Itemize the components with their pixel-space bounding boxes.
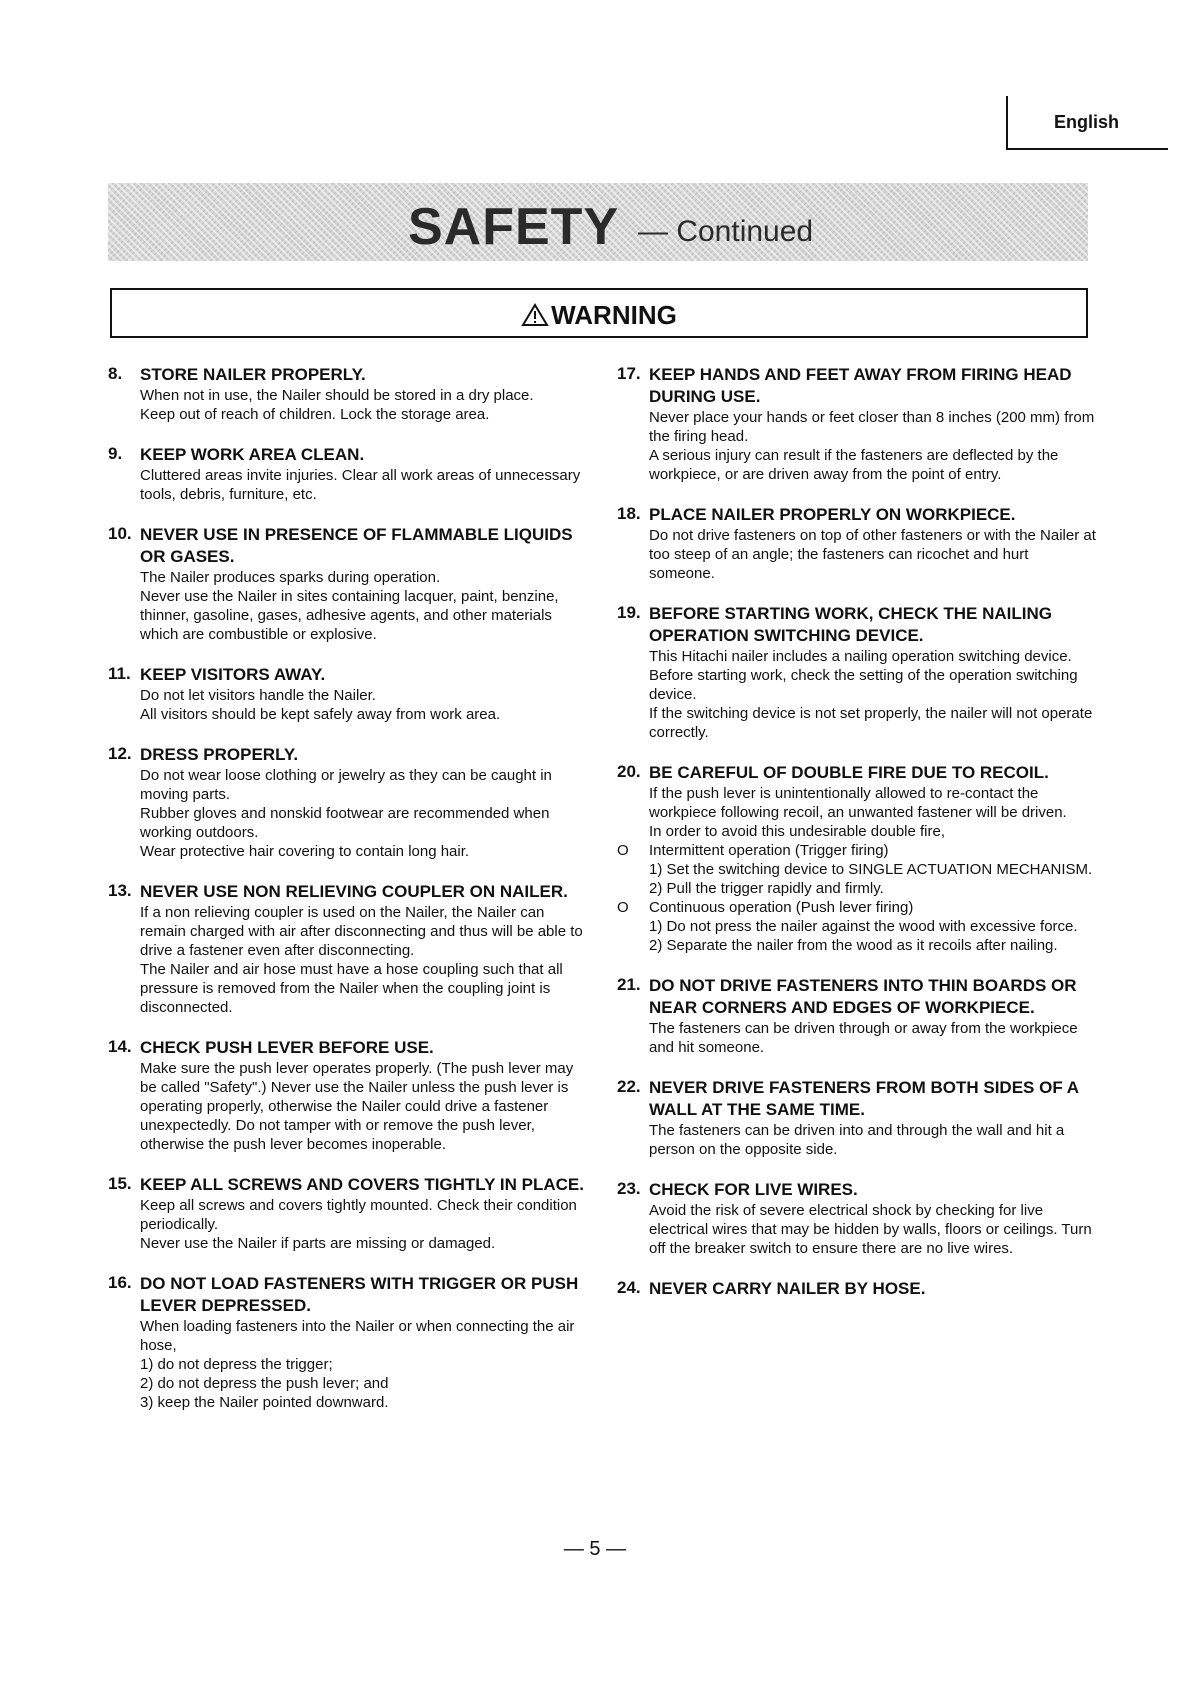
item-number: 16. — [108, 1273, 132, 1292]
item-text: Before starting work, check the setting of the operation switching device. — [649, 667, 1078, 703]
item-body — [649, 1201, 1097, 1258]
item-text: When loading fasteners into the Nailer or when connecting the air hose, — [140, 1318, 575, 1354]
item-text: Keep all screws and covers tightly mounted. Check their condition periodically. — [140, 1197, 577, 1233]
item-heading: NEVER USE IN PRESENCE OF FLAMMABLE LIQUIDS OR GASES. — [140, 525, 573, 566]
item-14 — [108, 1037, 588, 1154]
item-heading: KEEP ALL SCREWS AND COVERS TIGHTLY IN PLACE. — [140, 1175, 584, 1194]
option-label: Intermittent operation (Trigger firing) — [649, 842, 889, 859]
item-17 — [617, 364, 1097, 484]
item-text: If the switching device is not set properly, the nailer will not operate correctly. — [649, 705, 1093, 741]
circle-bullet-icon: O — [617, 899, 629, 916]
item-heading: NEVER CARRY NAILER BY HOSE. — [649, 1279, 926, 1298]
item-number: 22. — [617, 1077, 641, 1096]
language-tab — [1006, 96, 1168, 150]
item-heading: KEEP WORK AREA CLEAN. — [140, 445, 365, 464]
item-body — [140, 466, 588, 504]
item-heading: DO NOT DRIVE FASTENERS INTO THIN BOARDS OR NEAR CORNERS AND EDGES OF WORKPIECE. — [649, 976, 1077, 1017]
item-heading: BEFORE STARTING WORK, CHECK THE NAILING OPERATION SWITCHING DEVICE. — [649, 604, 1052, 645]
item-21 — [617, 975, 1097, 1057]
item-number: 14. — [108, 1037, 132, 1056]
warning-triangle-icon — [521, 303, 549, 327]
item-number: 15. — [108, 1174, 132, 1193]
circle-bullet-icon: O — [617, 842, 629, 859]
item-number: 11. — [108, 664, 131, 683]
item-text: Rubber gloves and nonskid footwear are recommended when working outdoors. — [140, 805, 550, 841]
item-12 — [108, 744, 588, 861]
item-body — [649, 647, 1097, 742]
item-body — [140, 568, 588, 644]
item-heading: NEVER DRIVE FASTENERS FROM BOTH SIDES OF A WALL AT THE SAME TIME. — [649, 1078, 1079, 1119]
warning-label: WARNING — [551, 300, 677, 330]
item-text: The fasteners can be driven through or away from the workpiece and hit someone. — [649, 1020, 1078, 1056]
option-step: 1) Do not press the nailer against the wood with excessive force. — [649, 918, 1078, 935]
banner-title: SAFETY — [408, 198, 620, 256]
option-step: 1) Set the switching device to SINGLE ACTUATION MECHANISM. — [649, 861, 1093, 878]
option-step: 2) Separate the nailer from the wood as it recoils after nailing. — [649, 937, 1058, 954]
item-number: 12. — [108, 744, 132, 763]
item-text: If a non relieving coupler is used on the Nailer, the Nailer can remain charged with air after disconnecting and thus will be able to drive a fastener even after disconnecting. — [140, 904, 583, 959]
item-text: When not in use, the Nailer should be stored in a dry place. — [140, 387, 534, 404]
item-body — [140, 386, 588, 424]
item-11 — [108, 664, 588, 724]
item-body — [140, 1196, 588, 1253]
option-step: 2) Pull the trigger rapidly and firmly. — [649, 880, 884, 897]
option-label: Continuous operation (Push lever firing) — [649, 899, 914, 916]
item-heading: NEVER USE NON RELIEVING COUPLER ON NAILER. — [140, 882, 568, 901]
item-15 — [108, 1174, 588, 1253]
item-body — [140, 1059, 588, 1154]
language-label: English — [1054, 112, 1120, 132]
item-text: 2) do not depress the push lever; and — [140, 1375, 389, 1392]
item-heading: KEEP VISITORS AWAY. — [140, 665, 326, 684]
item-number: 9. — [108, 444, 123, 463]
right-column — [617, 364, 1097, 1320]
item-body — [140, 686, 588, 724]
item-number: 8. — [108, 364, 123, 383]
item-body — [649, 784, 1097, 841]
item-number: 13. — [108, 881, 132, 900]
item-heading: BE CAREFUL OF DOUBLE FIRE DUE TO RECOIL. — [649, 763, 1049, 782]
banner-subtitle: — Continued — [638, 215, 814, 248]
item-text: Keep out of reach of children. Lock the storage area. — [140, 406, 490, 423]
item-heading: PLACE NAILER PROPERLY ON WORKPIECE. — [649, 505, 1016, 524]
item-text: Wear protective hair covering to contain long hair. — [140, 843, 470, 860]
item-text: 1) do not depress the trigger; — [140, 1356, 333, 1373]
item-number: 10. — [108, 524, 132, 543]
item-body — [140, 903, 588, 1017]
item-text: Make sure the push lever operates properly. (The push lever may be called "Safety".) Never use the Nailer unless the push lever is operating properly, otherwise the Nailer could drive a fastener unexpectedly. Do not tamper with or remove the push lever, otherwise the push lever becomes inoperable. — [140, 1060, 574, 1153]
item-23 — [617, 1179, 1097, 1258]
item-text: Do not drive fasteners on top of other fasteners or with the Nailer at too steep of an angle; the fasteners can ricochet and hurt someone. — [649, 527, 1096, 582]
option-intermittent — [617, 841, 1097, 860]
item-number: 21. — [617, 975, 641, 994]
item-heading: KEEP HANDS AND FEET AWAY FROM FIRING HEAD DURING USE. — [649, 365, 1072, 406]
item-9 — [108, 444, 588, 504]
item-24 — [617, 1278, 1097, 1300]
item-heading: DO NOT LOAD FASTENERS WITH TRIGGER OR PUSH LEVER DEPRESSED. — [140, 1274, 579, 1315]
item-text: Never place your hands or feet closer than 8 inches (200 mm) from the firing head. — [649, 409, 1095, 445]
option-continuous — [617, 898, 1097, 917]
item-text: The Nailer produces sparks during operation. — [140, 569, 441, 586]
item-heading: CHECK FOR LIVE WIRES. — [649, 1180, 858, 1199]
item-10 — [108, 524, 588, 644]
item-13 — [108, 881, 588, 1017]
item-text: The Nailer and air hose must have a hose coupling such that all pressure is removed from the Nailer when the coupling joint is disconnected. — [140, 961, 563, 1016]
item-body — [649, 1019, 1097, 1057]
warning-box — [110, 288, 1088, 338]
item-text: In order to avoid this undesirable double fire, — [649, 823, 946, 840]
item-text: If the push lever is unintentionally allowed to re-contact the workpiece following recoil, an unwanted fastener will be driven. — [649, 785, 1067, 821]
item-heading: STORE NAILER PROPERLY. — [140, 365, 366, 384]
item-text: All visitors should be kept safely away from work area. — [140, 706, 501, 723]
item-18 — [617, 504, 1097, 583]
item-body — [649, 408, 1097, 484]
item-22 — [617, 1077, 1097, 1159]
item-text: The fasteners can be driven into and through the wall and hit a person on the opposite side. — [649, 1122, 1065, 1158]
item-number: 23. — [617, 1179, 641, 1198]
item-number: 19. — [617, 603, 641, 622]
left-column — [108, 364, 588, 1432]
item-text: A serious injury can result if the fasteners are deflected by the workpiece, or are driven away from the point of entry. — [649, 447, 1059, 483]
item-text: Never use the Nailer if parts are missing or damaged. — [140, 1235, 496, 1252]
item-text: This Hitachi nailer includes a nailing operation switching device. — [649, 648, 1072, 665]
item-body — [649, 526, 1097, 583]
item-heading: DRESS PROPERLY. — [140, 745, 299, 764]
item-number: 17. — [617, 364, 641, 383]
item-text: Do not let visitors handle the Nailer. — [140, 687, 376, 704]
page-number: — 5 — — [563, 1538, 627, 1560]
item-16 — [108, 1273, 588, 1412]
item-8 — [108, 364, 588, 424]
section-banner — [108, 183, 1088, 261]
item-19 — [617, 603, 1097, 742]
item-number: 18. — [617, 504, 641, 523]
item-heading: CHECK PUSH LEVER BEFORE USE. — [140, 1038, 434, 1057]
item-body — [140, 766, 588, 861]
item-number: 20. — [617, 762, 641, 781]
item-text: Cluttered areas invite injuries. Clear all work areas of unnecessary tools, debris, furniture, etc. — [140, 467, 581, 503]
item-text: 3) keep the Nailer pointed downward. — [140, 1394, 389, 1411]
item-text: Never use the Nailer in sites containing lacquer, paint, benzine, thinner, gasoline, gases, adhesive agents, and other materials which are combustible or explosive. — [140, 588, 559, 643]
item-body — [140, 1317, 588, 1412]
item-number: 24. — [617, 1278, 641, 1297]
item-body — [649, 1121, 1097, 1159]
item-text: Avoid the risk of severe electrical shock by checking for live electrical wires that may be hidden by walls, floors or ceilings. Turn off the breaker switch to ensure there are no live wires. — [649, 1202, 1092, 1257]
item-20 — [617, 762, 1097, 955]
item-text: Do not wear loose clothing or jewelry as they can be caught in moving parts. — [140, 767, 552, 803]
